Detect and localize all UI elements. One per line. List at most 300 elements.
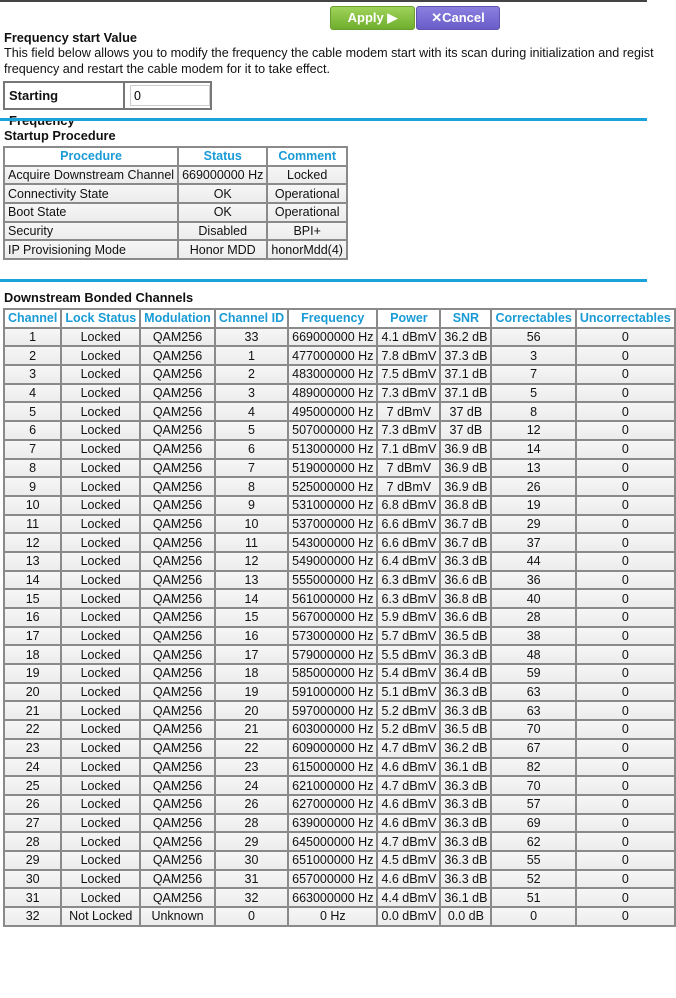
table-cell: 0 [576,683,675,702]
table-cell: 1 [4,328,61,347]
table-cell: 6.4 dBmV [377,552,440,571]
table-cell: Locked [61,888,140,907]
table-cell: 48 [491,645,575,664]
startup-procedure-table [3,146,348,260]
table-cell: 0 [576,851,675,870]
table-cell: 16 [4,608,61,627]
table-cell: 8 [491,402,575,421]
table-cell: 0 [576,701,675,720]
table-cell: 38 [491,627,575,646]
table-cell: 16 [215,627,288,646]
table-cell: 0 [576,776,675,795]
table-cell: Locked [267,166,347,185]
table-cell: Locked [61,477,140,496]
table-cell: QAM256 [140,477,215,496]
table-row [4,328,675,347]
table-cell: QAM256 [140,571,215,590]
column-header: Frequency [288,309,377,328]
table-cell: 4.6 dBmV [377,814,440,833]
table-cell: 22 [4,720,61,739]
table-cell: 4 [215,402,288,421]
table-cell: 4.6 dBmV [377,758,440,777]
table-cell: 0 [215,907,288,926]
table-cell: 489000000 Hz [288,384,377,403]
table-cell: Locked [61,851,140,870]
table-cell: 30 [4,870,61,889]
table-cell: 615000000 Hz [288,758,377,777]
table-cell: 10 [4,496,61,515]
table-cell: 59 [491,664,575,683]
table-cell: 36.3 dB [440,701,491,720]
table-cell: 17 [215,645,288,664]
table-cell: 6.6 dBmV [377,515,440,534]
table-row [4,166,347,185]
table-cell: Locked [61,758,140,777]
table-cell: 29 [491,515,575,534]
table-cell: OK [178,203,267,222]
table-cell: Locked [61,328,140,347]
column-header: Comment [267,147,347,166]
table-cell: Acquire Downstream Channel [4,166,178,185]
table-cell: Locked [61,645,140,664]
table-cell: 0 [576,832,675,851]
table-cell: 28 [491,608,575,627]
table-cell: 5.2 dBmV [377,720,440,739]
table-cell: Locked [61,608,140,627]
table-cell: Honor MDD [178,240,267,259]
table-cell: 9 [4,477,61,496]
table-cell: 6 [4,421,61,440]
table-cell: 26 [4,795,61,814]
table-cell: 0 [576,384,675,403]
top-border [0,0,647,2]
table-cell: 531000000 Hz [288,496,377,515]
table-cell: 63 [491,701,575,720]
table-cell: 12 [4,533,61,552]
table-cell: 4.7 dBmV [377,832,440,851]
table-cell: QAM256 [140,795,215,814]
table-cell: 19 [215,683,288,702]
table-cell: Locked [61,739,140,758]
table-cell: 7 dBmV [377,477,440,496]
table-cell: 573000000 Hz [288,627,377,646]
table-cell: 36.5 dB [440,627,491,646]
table-cell: 20 [215,701,288,720]
table-cell: 36 [491,571,575,590]
table-cell: 36.6 dB [440,571,491,590]
table-cell: Locked [61,701,140,720]
table-cell: 36.5 dB [440,720,491,739]
table-cell: 28 [215,814,288,833]
table-row [4,795,675,814]
table-cell: 597000000 Hz [288,701,377,720]
table-cell: 651000000 Hz [288,851,377,870]
table-cell: 36.3 dB [440,814,491,833]
table-cell: 0 [576,664,675,683]
table-cell: 0 [576,496,675,515]
table-cell: 5.1 dBmV [377,683,440,702]
table-cell: 14 [4,571,61,590]
table-cell: 495000000 Hz [288,402,377,421]
table-cell: 30 [215,851,288,870]
table-cell: 14 [491,440,575,459]
table-cell: 5.5 dBmV [377,645,440,664]
table-cell: 29 [4,851,61,870]
table-cell: 37 dB [440,421,491,440]
table-cell: 5 [491,384,575,403]
table-row [4,515,675,534]
table-cell: Security [4,222,178,241]
table-cell: 70 [491,720,575,739]
column-header: Status [178,147,267,166]
table-cell: 5.7 dBmV [377,627,440,646]
table-cell: 12 [491,421,575,440]
table-cell: QAM256 [140,402,215,421]
column-header: SNR [440,309,491,328]
table-cell: Boot State [4,203,178,222]
table-cell: 0 [576,346,675,365]
frequency-start-title: Frequency start Value [4,30,137,45]
table-cell: 0 [576,795,675,814]
table-cell: Locked [61,832,140,851]
table-cell: 0 [576,459,675,478]
table-cell: 483000000 Hz [288,365,377,384]
table-cell: 669000000 Hz [178,166,267,185]
table-cell: 0 [576,870,675,889]
table-cell: 36.4 dB [440,664,491,683]
table-cell: Locked [61,346,140,365]
table-cell: 14 [215,589,288,608]
table-cell: QAM256 [140,758,215,777]
table-cell: QAM256 [140,776,215,795]
table-row [4,720,675,739]
table-cell: Locked [61,533,140,552]
table-cell: Locked [61,552,140,571]
table-cell: 28 [4,832,61,851]
table-cell: IP Provisioning Mode [4,240,178,259]
header-row [4,147,347,166]
table-cell: 36.9 dB [440,477,491,496]
table-row [4,814,675,833]
table-row [4,758,675,777]
table-cell: 669000000 Hz [288,328,377,347]
table-cell: QAM256 [140,459,215,478]
table-cell: 37 dB [440,402,491,421]
table-cell: 22 [215,739,288,758]
table-cell: 31 [215,870,288,889]
table-cell: QAM256 [140,627,215,646]
table-cell: 17 [4,627,61,646]
table-cell: 549000000 Hz [288,552,377,571]
table-cell: Locked [61,459,140,478]
table-row [4,832,675,851]
table-cell: 5.2 dBmV [377,701,440,720]
table-cell: 7 [215,459,288,478]
table-cell: 25 [4,776,61,795]
table-cell: QAM256 [140,515,215,534]
table-cell: 621000000 Hz [288,776,377,795]
table-row [4,421,675,440]
table-cell: 12 [215,552,288,571]
table-cell: 4.6 dBmV [377,870,440,889]
table-cell: 0 [576,608,675,627]
table-cell: 3 [491,346,575,365]
table-cell: OK [178,184,267,203]
table-cell: 0 [576,477,675,496]
column-header: Correctables [491,309,575,328]
table-cell: QAM256 [140,421,215,440]
table-cell: Locked [61,421,140,440]
table-cell: 36.1 dB [440,758,491,777]
table-cell: 5.4 dBmV [377,664,440,683]
table-cell: 537000000 Hz [288,515,377,534]
table-cell: 19 [491,496,575,515]
table-cell: 0 [576,533,675,552]
table-cell: 13 [215,571,288,590]
table-cell: Locked [61,515,140,534]
table-cell: BPI+ [267,222,347,241]
table-cell: 525000000 Hz [288,477,377,496]
table-cell: 36.6 dB [440,608,491,627]
table-cell: Locked [61,496,140,515]
table-cell: 9 [215,496,288,515]
table-cell: 13 [491,459,575,478]
table-cell: 585000000 Hz [288,664,377,683]
table-cell: 19 [4,664,61,683]
table-cell: 0 [576,328,675,347]
table-cell: 36.2 dB [440,328,491,347]
table-cell: Locked [61,402,140,421]
table-cell: 36.3 dB [440,832,491,851]
table-cell: 40 [491,589,575,608]
column-header: Modulation [140,309,215,328]
table-row [4,608,675,627]
table-cell: 36.3 dB [440,776,491,795]
table-cell: 0 [576,739,675,758]
table-row [4,888,675,907]
table-cell: 23 [4,739,61,758]
table-cell: QAM256 [140,870,215,889]
table-cell: 62 [491,832,575,851]
table-row [4,440,675,459]
table-cell: 36.3 dB [440,851,491,870]
table-cell: 23 [215,758,288,777]
table-cell: 7 [491,365,575,384]
table-cell: 18 [215,664,288,683]
table-cell: Locked [61,571,140,590]
table-row [4,870,675,889]
table-cell: 7.3 dBmV [377,384,440,403]
table-cell: QAM256 [140,832,215,851]
table-row [4,552,675,571]
table-cell: 4.7 dBmV [377,776,440,795]
starting-frequency-input[interactable] [130,85,210,106]
table-cell: QAM256 [140,328,215,347]
table-cell: 0 [576,421,675,440]
table-cell: QAM256 [140,683,215,702]
table-cell: 55 [491,851,575,870]
table-row [4,203,347,222]
table-cell: 52 [491,870,575,889]
table-cell: 24 [215,776,288,795]
table-cell: 0 [576,627,675,646]
table-cell: 7.8 dBmV [377,346,440,365]
table-cell: 36.3 dB [440,645,491,664]
table-row [4,571,675,590]
table-cell: 0 Hz [288,907,377,926]
table-row [4,776,675,795]
table-cell: 0.0 dB [440,907,491,926]
apply-button[interactable]: Apply ▶ [330,6,415,30]
table-cell: 36.3 dB [440,795,491,814]
table-cell: Locked [61,720,140,739]
table-cell: 7.1 dBmV [377,440,440,459]
table-cell: 657000000 Hz [288,870,377,889]
table-cell: 51 [491,888,575,907]
table-cell: 32 [4,907,61,926]
table-cell: QAM256 [140,552,215,571]
cancel-button[interactable]: ✕Cancel [416,6,500,30]
table-row [4,907,675,926]
table-cell: 15 [4,589,61,608]
table-cell: 56 [491,328,575,347]
table-cell: 82 [491,758,575,777]
table-row [4,533,675,552]
table-cell: QAM256 [140,589,215,608]
table-cell: QAM256 [140,365,215,384]
table-cell: 29 [215,832,288,851]
table-cell: Locked [61,776,140,795]
table-cell: 5.9 dBmV [377,608,440,627]
table-cell: QAM256 [140,851,215,870]
table-cell: Locked [61,814,140,833]
startup-procedure-title: Startup Procedure [4,128,116,143]
table-cell: 8 [4,459,61,478]
table-cell: 13 [4,552,61,571]
table-cell: Locked [61,365,140,384]
table-row [4,184,347,203]
table-row [4,627,675,646]
section-divider [0,279,647,282]
table-cell: QAM256 [140,664,215,683]
table-cell: 663000000 Hz [288,888,377,907]
table-cell: 63 [491,683,575,702]
table-cell: 37.1 dB [440,365,491,384]
table-cell: 5 [4,402,61,421]
downstream-channels-table [3,308,676,927]
table-cell: 36.7 dB [440,533,491,552]
table-cell: Locked [61,683,140,702]
column-header: Uncorrectables [576,309,675,328]
table-row [4,240,347,259]
table-cell: Locked [61,664,140,683]
table-cell: Connectivity State [4,184,178,203]
table-cell: 0 [576,645,675,664]
table-cell: QAM256 [140,814,215,833]
table-cell: 6.8 dBmV [377,496,440,515]
table-row [4,496,675,515]
table-row [4,664,675,683]
table-cell: 7 dBmV [377,459,440,478]
column-header: Power [377,309,440,328]
table-cell: QAM256 [140,888,215,907]
table-cell: 6.3 dBmV [377,571,440,590]
table-cell: 567000000 Hz [288,608,377,627]
table-cell: Locked [61,589,140,608]
table-row [4,683,675,702]
table-cell: 513000000 Hz [288,440,377,459]
table-cell: 4.7 dBmV [377,739,440,758]
table-cell: 36.3 dB [440,552,491,571]
column-header: Procedure [4,147,178,166]
table-row [4,851,675,870]
table-cell: QAM256 [140,440,215,459]
table-row [4,459,675,478]
description-line: This field below allows you to modify the frequency the cable modem start with its scan during initialization and regist [4,46,654,60]
table-cell: Operational [267,184,347,203]
table-cell: 8 [215,477,288,496]
table-cell: 5 [215,421,288,440]
table-cell: 561000000 Hz [288,589,377,608]
table-cell: 4.6 dBmV [377,795,440,814]
table-cell: 2 [215,365,288,384]
table-row [4,346,675,365]
table-cell: QAM256 [140,720,215,739]
table-cell: 57 [491,795,575,814]
table-cell: 7 dBmV [377,402,440,421]
column-header: Channel ID [215,309,288,328]
downstream-title: Downstream Bonded Channels [4,290,194,305]
table-cell: 7 [4,440,61,459]
table-row [4,384,675,403]
table-cell: 0 [576,402,675,421]
table-cell: 37 [491,533,575,552]
table-cell: 26 [491,477,575,496]
table-cell: 4.1 dBmV [377,328,440,347]
table-cell: 36.7 dB [440,515,491,534]
table-row [4,701,675,720]
table-cell: 36.3 dB [440,870,491,889]
table-cell: 67 [491,739,575,758]
table-cell: 31 [4,888,61,907]
table-cell: 37.1 dB [440,384,491,403]
table-cell: 36.9 dB [440,459,491,478]
table-cell: 33 [215,328,288,347]
table-cell: 519000000 Hz [288,459,377,478]
table-cell: Disabled [178,222,267,241]
table-cell: 4.5 dBmV [377,851,440,870]
table-cell: 6.3 dBmV [377,589,440,608]
header-row [4,309,675,328]
table-cell: 36.8 dB [440,589,491,608]
table-cell: QAM256 [140,645,215,664]
table-cell: 44 [491,552,575,571]
table-cell: 627000000 Hz [288,795,377,814]
table-cell: 6.6 dBmV [377,533,440,552]
table-cell: 36.1 dB [440,888,491,907]
table-cell: 0 [576,365,675,384]
table-cell: 36.8 dB [440,496,491,515]
table-cell: QAM256 [140,346,215,365]
table-cell: 0 [576,515,675,534]
table-cell: 7.5 dBmV [377,365,440,384]
table-cell: 69 [491,814,575,833]
table-cell: 4 [4,384,61,403]
table-cell: 543000000 Hz [288,533,377,552]
table-cell: 24 [4,758,61,777]
table-row [4,739,675,758]
table-cell: 15 [215,608,288,627]
